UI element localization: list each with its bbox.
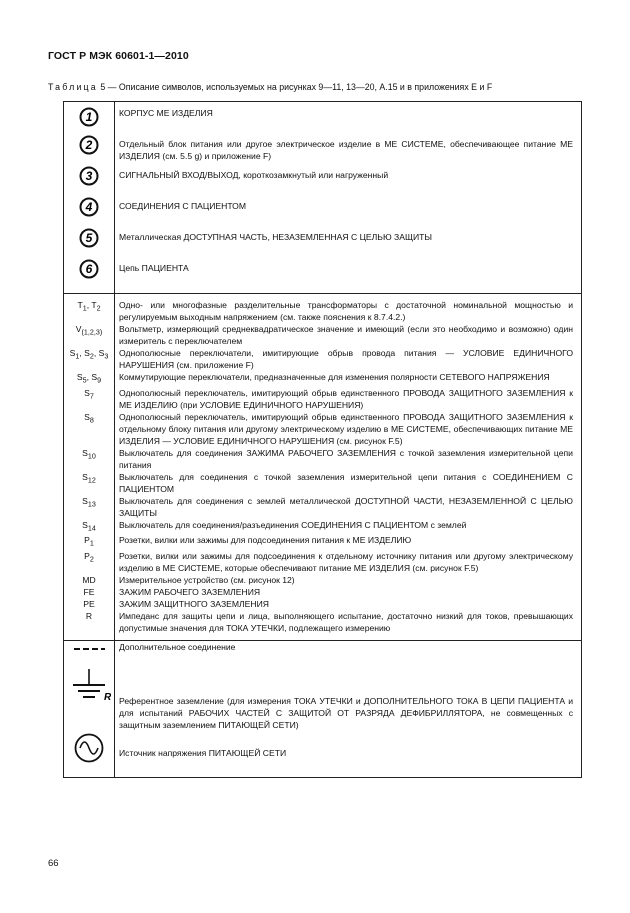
symbol-letter: S — [84, 411, 90, 422]
table-row — [64, 471, 582, 495]
description-cell: Выключатель для соединения ЗАЖИМА РАБОЧЕГО ЗАЗЕМЛЕНИЯ с точкой заземления измерительной цепи питания — [115, 447, 582, 471]
symbol-cell: FE — [64, 586, 115, 598]
description-cell: Однополюсный переключатель, имитирующий обрыв единственного ПРОВОДА ЗАЩИТНОГО ЗАЗЕМЛЕНИЯ к отдельному блоку питания или другому электрическому изделию в МЕ СИСТЕМЕ, обеспечивающих питание МЕ ИЗДЕЛИЯ — УСЛОВИЕ ЕДИНИЧНОГО НАРУШЕНИЯ (см. рисунок F.5) — [115, 411, 582, 447]
table-row — [64, 132, 582, 163]
symbol-index: 10 — [87, 452, 96, 461]
symbol-cell — [64, 731, 115, 778]
table-row — [64, 534, 582, 550]
symbols-table — [63, 101, 582, 778]
circled-number-label: 1 — [85, 110, 93, 124]
table-row — [64, 447, 582, 471]
symbol-letter: P — [84, 535, 90, 546]
symbol-cell — [64, 132, 115, 163]
symbol-index: 8 — [89, 416, 94, 425]
dashed-line-icon — [71, 641, 107, 655]
symbol-index: 1 — [82, 304, 87, 313]
symbol-index: 14 — [87, 524, 96, 533]
circled-number-icon — [78, 107, 100, 127]
symbol-cell — [64, 102, 115, 133]
page-number: 66 — [48, 858, 59, 869]
caption-text: 5 — Описание символов, используемых на рисунках 9—11, 13—20, А.15 и в приложениях Е и F — [97, 82, 493, 92]
description-cell: КОРПУС МЕ ИЗДЕЛИЯ — [115, 102, 582, 133]
circled-number-icon — [78, 135, 100, 155]
table-row — [64, 371, 582, 387]
table-row — [64, 519, 582, 535]
symbol-cell — [64, 550, 115, 574]
symbol-letter: S — [98, 348, 105, 358]
table-row — [64, 194, 582, 225]
symbol-cell: $T_1$, $T_2$ — [64, 294, 115, 324]
symbol-letter: S — [84, 348, 90, 358]
description-cell: Цепь ПАЦИЕНТА — [115, 256, 582, 294]
table-caption — [48, 82, 492, 92]
symbol-cell — [64, 387, 115, 411]
circled-number-label: 2 — [85, 138, 93, 152]
table-row — [64, 495, 582, 519]
symbol-letter: S — [84, 387, 90, 398]
description-cell: Выключатель для соединения с землей металлической ДОСТУПНОЙ ЧАСТИ, НЕЗАЗЕМЛЕННОЙ С ЦЕЛЬЮ ЗАЩИТЫ — [115, 495, 582, 519]
symbol-index: 12 — [87, 476, 96, 485]
description-cell: Референтное заземление (для измерения ТОКА УТЕЧКИ и ДОПОЛНИТЕЛЬНОГО ТОКА В ЦЕПИ ПАЦИЕНТА и для испытаний РАБОЧИХ ЧАСТЕЙ С ЗАЩИТОЙ ОТ РАЗРЯДА ДЕФИБРИЛЛЯТОРА, не совмещенных с защитным заземлением ПИТАЮЩЕЙ СЕТИ) — [115, 667, 582, 731]
description-cell: Источник напряжения ПИТАЮЩЕЙ СЕТИ — [115, 731, 582, 778]
symbol-index: 3 — [104, 352, 109, 361]
table-row — [64, 641, 582, 668]
table-row — [64, 225, 582, 256]
symbol-letter: T — [91, 300, 97, 310]
symbol-index: 7 — [89, 392, 94, 401]
table-row — [64, 667, 582, 731]
description-cell: Вольтметр, измеряющий среднеквадратическое значение и имеющий (если это необходимо и возможно) один измеритель с переключателем — [115, 323, 582, 347]
description-cell: Измерительное устройство (см. рисунок 12) — [115, 574, 582, 586]
table-row — [64, 586, 582, 598]
symbol-cell — [64, 323, 115, 347]
symbol-cell: $S_1$, $S_2$, $S_3$ — [64, 347, 115, 371]
circled-number-label: 4 — [85, 200, 93, 214]
symbol-index: 2 — [89, 352, 94, 361]
description-cell: Розетки, вилки или зажимы для подсоединения питания к МЕ ИЗДЕЛИЮ — [115, 534, 582, 550]
symbol-index: 2 — [96, 304, 101, 313]
circled-number-icon — [78, 166, 100, 186]
circled-number-label: 6 — [85, 262, 93, 276]
description-cell: Дополнительное соединение — [115, 641, 582, 668]
circled-number-label: 3 — [85, 169, 93, 183]
symbol-cell — [64, 519, 115, 535]
table-row — [64, 574, 582, 586]
symbol-index: (1,2,3) — [81, 328, 103, 337]
symbol-cell — [64, 495, 115, 519]
symbol-letter: S — [76, 372, 83, 382]
document-header: ГОСТ Р МЭК 60601-1—2010 — [48, 50, 189, 62]
description-cell: Выключатель для соединения с точкой заземления измерительной цепи питания с СОЕДИНЕНИЕМ С ПАЦИЕНТОМ — [115, 471, 582, 495]
description-cell: Коммутирующие переключатели, предназначенные для изменения полярности СЕТЕВОГО НАПРЯЖЕНИЯ — [115, 371, 582, 387]
symbol-index: 13 — [87, 500, 96, 509]
symbol-cell — [64, 194, 115, 225]
symbol-index: 1 — [89, 540, 94, 549]
circled-number-icon — [78, 228, 100, 248]
symbol-cell — [64, 225, 115, 256]
caption-prefix: Таблица — [48, 82, 98, 92]
symbol-cell — [64, 256, 115, 294]
symbol-cell: PE — [64, 598, 115, 610]
table-row — [64, 610, 582, 641]
circled-number-icon — [78, 197, 100, 217]
ac-source-icon — [72, 731, 106, 765]
symbol-letter: S — [82, 471, 88, 482]
symbol-letter: S — [82, 495, 88, 506]
description-cell: Импеданс для защиты цепи и лица, выполняющего испытание, достаточно низкий для токов, превышающих допустимые значения для ТОКА УТЕЧКИ, подлежащего измерению — [115, 610, 582, 641]
symbol-cell — [64, 471, 115, 495]
symbol-letter: S — [69, 348, 76, 358]
description-cell: Однополюсные переключатели, имитирующие обрыв провода питания — УСЛОВИЕ ЕДИНИЧНОГО НАРУШЕНИЯ (см. приложение F) — [115, 347, 582, 371]
symbol-cell: R — [64, 610, 115, 641]
symbol-cell — [64, 411, 115, 447]
table-row — [64, 731, 582, 778]
description-cell: СИГНАЛЬНЫЙ ВХОД/ВЫХОД, короткозамкнутый или нагруженный — [115, 163, 582, 194]
table-row — [64, 102, 582, 133]
table-row — [64, 323, 582, 347]
symbol-cell — [64, 163, 115, 194]
symbol-index: 9 — [97, 376, 102, 385]
table-row — [64, 256, 582, 294]
table-row — [64, 550, 582, 574]
description-cell: Однополюсный переключатель, имитирующий обрыв единственного ПРОВОДА ЗАЩИТНОГО ЗАЗЕМЛЕНИЯ к МЕ ИЗДЕЛИЮ (при УСЛОВИЕ ЕДИНИЧНОГО НАРУШЕНИЯ) — [115, 387, 582, 411]
description-cell: Металлическая ДОСТУПНАЯ ЧАСТЬ, НЕЗАЗЕМЛЕННАЯ С ЦЕЛЬЮ ЗАЩИТЫ — [115, 225, 582, 256]
symbol-cell: $S_5$, $S_9$ — [64, 371, 115, 387]
symbol-letter: T — [77, 300, 83, 310]
table-row — [64, 598, 582, 610]
circled-number-label: 5 — [85, 231, 93, 245]
table-row — [64, 387, 582, 411]
description-cell: Розетки, вилки или зажимы для подсоединения к отдельному источнику питания или другому электрическому изделию в МЕ СИСТЕМЕ, которые обеспечивают питание МЕ ИЗДЕЛИЯ (см. рисунок F.5) — [115, 550, 582, 574]
table-row — [64, 294, 582, 324]
description-cell: Выключатель для соединения/разъединения СОЕДИНЕНИЯ С ПАЦИЕНТОМ с землей — [115, 519, 582, 535]
symbol-letter: S — [91, 372, 98, 382]
reference-earth-icon — [67, 667, 111, 707]
symbol-index: 2 — [89, 555, 94, 564]
description-cell: ЗАЖИМ РАБОЧЕГО ЗАЗЕМЛЕНИЯ — [115, 586, 582, 598]
symbol-letter: P — [84, 551, 90, 562]
symbol-letter: S — [82, 447, 88, 458]
description-cell: Одно- или многофазные разделительные трансформаторы с достаточной номинальной мощностью и регулируемым выходным напряжением (см. также пояснения к 8.7.4.2.) — [115, 294, 582, 324]
symbol-letter: S — [82, 519, 88, 530]
reference-earth-label: R — [104, 692, 111, 704]
table-row — [64, 411, 582, 447]
table-row — [64, 347, 582, 371]
symbol-cell — [64, 534, 115, 550]
table-row — [64, 163, 582, 194]
description-cell: СОЕДИНЕНИЯ С ПАЦИЕНТОМ — [115, 194, 582, 225]
symbol-index: 5 — [82, 376, 87, 385]
symbol-index: 1 — [75, 352, 80, 361]
symbol-letter: V — [75, 324, 82, 334]
circled-number-icon — [78, 259, 100, 279]
description-cell: Отдельный блок питания или другое электрическое изделие в МЕ СИСТЕМЕ, обеспечивающее питание МЕ ИЗДЕЛИЯ (см. 5.5 g) и приложение F) — [115, 132, 582, 163]
description-cell: ЗАЖИМ ЗАЩИТНОГО ЗАЗЕМЛЕНИЯ — [115, 598, 582, 610]
symbol-cell — [64, 447, 115, 471]
symbol-cell — [64, 641, 115, 668]
symbol-cell — [64, 667, 115, 731]
symbol-cell: MD — [64, 574, 115, 586]
